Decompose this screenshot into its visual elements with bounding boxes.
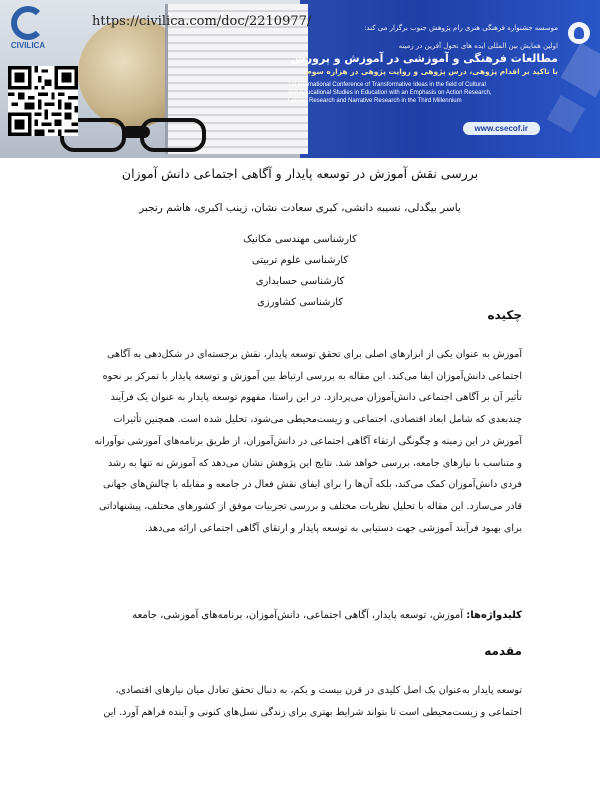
banner-english-text: 1st International Conference of Transformative Ideas in the field of Cultural and Educational Studies in Education with an Emphasis on Action Research, Lesson Research and Narrative Research in the Third Millennium [288, 82, 492, 104]
decor-hexagon [561, 43, 600, 98]
glasses-image [60, 118, 210, 148]
abstract-line: آموزش در این زمینه و چگونگی ارتقاء آگاهی اجتماعی در دانش‌آموزان، از طریق برنامه‌های آموزشی نوآورانه [94, 435, 522, 447]
banner-org-line: موسسه جشنواره فرهنگی هنری رام پژوهش جنوب برگزار می کند: [364, 24, 558, 32]
keywords-line [132, 610, 522, 621]
civilica-c-icon [11, 6, 45, 40]
abstract-line: فردی دانش‌آموزان کمک می‌کند، بلکه آن‌ها را برای ایفای نقش فعال در جامعه و مقابله با چالش‌های جهانی [102, 479, 522, 491]
civilica-logo-text: CIVILICA [10, 41, 46, 50]
intro-line: اجتماعی و زیست‌محیطی است تا بتواند شرایط بهتری برای زندگی نسل‌های کنونی و آینده فراهم آورد. این [103, 707, 522, 718]
affiliation: کارشناسی کشاورزی [256, 297, 343, 308]
banner-conference-small: اولین همایش بین المللی ایده های تحول آفرین در زمینه [398, 42, 558, 50]
paper-authors: یاسر بیگدلی، نسیبه دانشی، کبری سعادت نشان، زینب اکبری، هاشم رنجبر [139, 202, 461, 214]
banner-conference-subtitle: با تاکید بر اقدام پژوهی، درس پژوهی و روایت پژوهی در هزاره سوم [306, 67, 558, 76]
abstract-line: قادر می‌سازد. این مقاله با تحلیل نظریات مختلف و بررسی تجربیات موفق از کشورهای مختلف، پیشنهاداتی [99, 500, 522, 512]
paper-title: بررسی نقش آموزش در توسعه پایدار و آگاهی اجتماعی دانش آموزان [121, 166, 479, 181]
affiliation: کارشناسی حسابداری [255, 276, 345, 287]
paper-page [0, 158, 600, 718]
keywords-list: آموزش، توسعه پایدار، آگاهی اجتماعی، دانش‌آموزان، برنامه‌های آموزشی، جامعه [132, 610, 464, 621]
banner-website: www.csecof.ir [463, 122, 541, 135]
banner-conference-title: مطالعات فرهنگی و آموزشی در آموزش و پرورش [290, 52, 558, 65]
conference-logo-icon [568, 22, 590, 44]
abstract-line: آموزش به عنوان یکی از ابزارهای اصلی برای تحقق توسعه پایدار، نقش برجسته‌ای در شکل‌دهی به آگاهی [107, 349, 522, 360]
affiliation: کارشناسی علوم تربیتی [251, 255, 349, 266]
qr-code-icon [8, 66, 78, 136]
intro-heading: مقدمه [484, 644, 522, 658]
abstract-line: و متناسب با نیازهای جامعه، بررسی خواهد شد. نتایج این پژوهش نشان می‌دهد که آموزش نه تنها به رشد [108, 457, 522, 469]
abstract-line: برای بهبود فرآیند آموزشی جهت دستیابی به توسعه پایدار و ارتقای آگاهی اجتماعی ارائه می‌دهد. [144, 522, 522, 534]
affiliation: کارشناسی مهندسی مکانیک [243, 234, 357, 245]
abstract-line: تأثیر آن بر آگاهی اجتماعی دانش‌آموزان می‌پردازد. در این راستا، مفهوم توسعه پایدار به عنوان یک فرآیند [110, 392, 522, 404]
abstract-body [2, 344, 522, 539]
abstract-line: چندبعدی که شامل ابعاد اقتصادی، اجتماعی و زیست‌محیطی می‌شود، تحلیل شده است. همچنین تأثیرات [113, 414, 522, 426]
banner-text [288, 24, 558, 105]
intro-body [2, 680, 522, 724]
civilica-logo[interactable] [6, 6, 50, 56]
document-url[interactable]: https://civilica.com/doc/2210977/ [92, 14, 312, 29]
abstract-heading: چکیده [487, 308, 522, 322]
intro-line: توسعه پایدار به‌عنوان یک اصل کلیدی در قرن بیست و یکم، به دنبال تحقق تعادل میان نیازهای اقتصادی، [115, 685, 522, 696]
keywords-label: کلیدواژه‌ها: [466, 610, 522, 621]
abstract-line: اجتماعی دانش‌آموزان ایفا می‌کند. این مقاله به بررسی ارتباط بین آموزش و توسعه پایدار با تمرکز بر نحوه [102, 370, 522, 382]
